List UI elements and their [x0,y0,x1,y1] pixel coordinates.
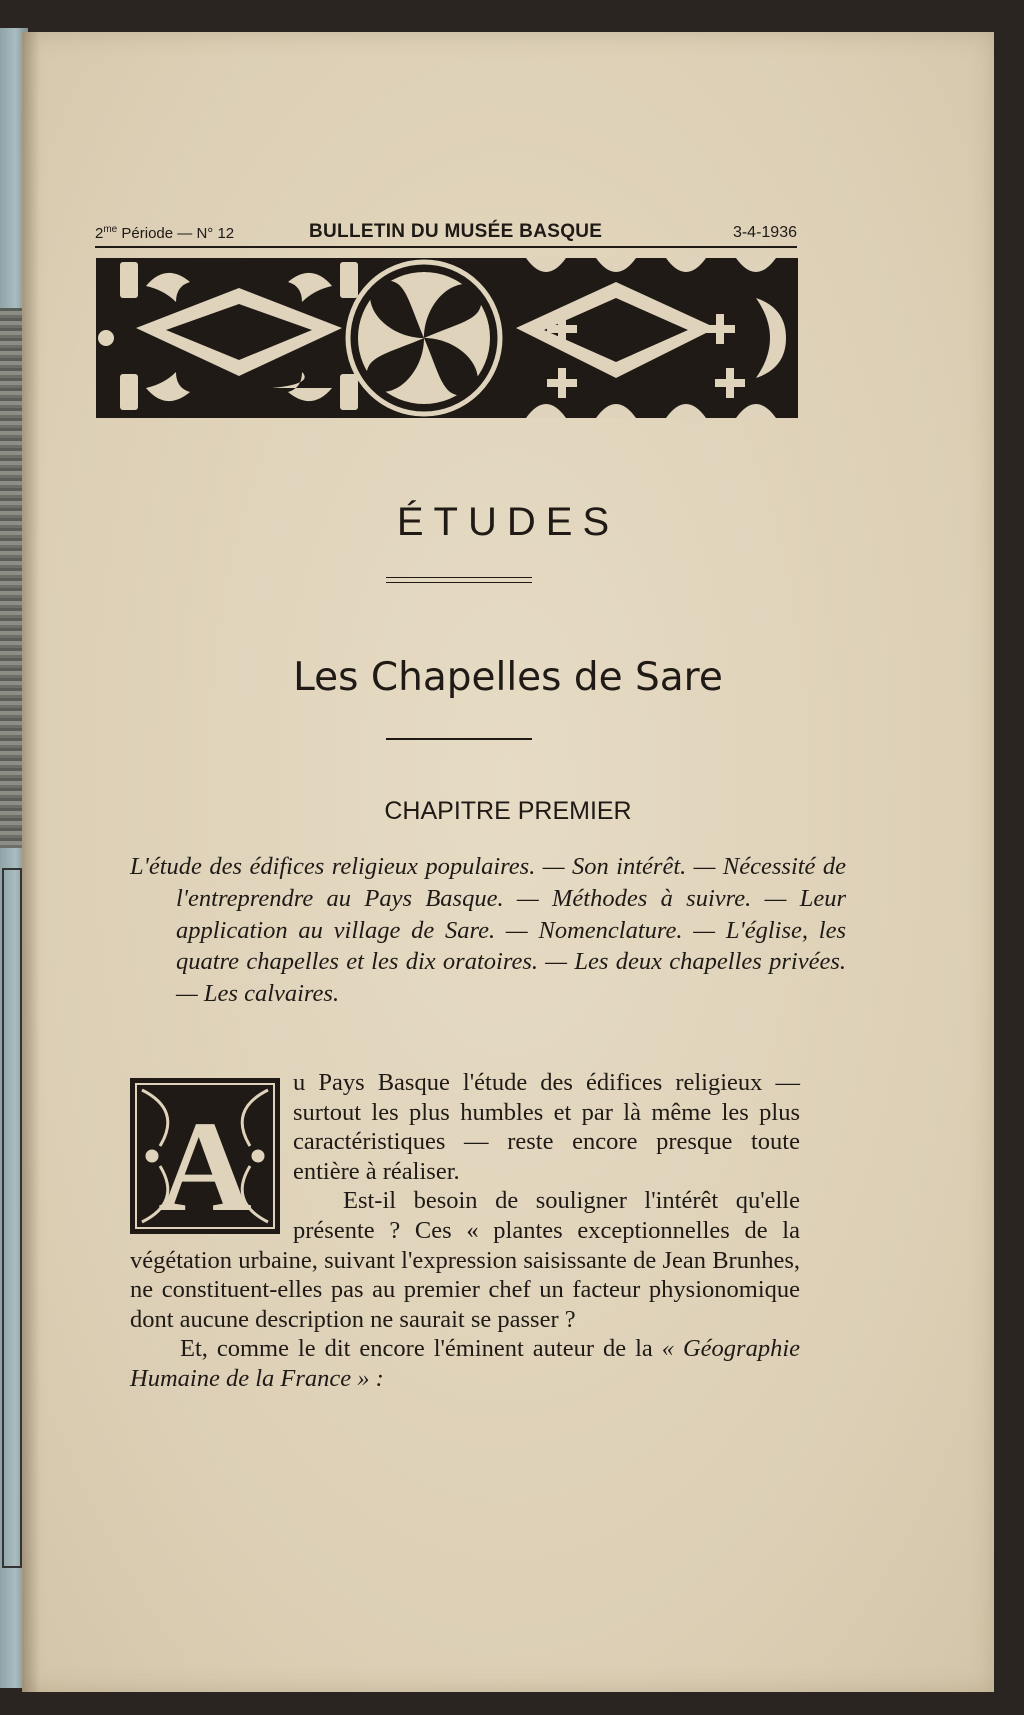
ornamental-dropcap [130,1078,280,1234]
paragraph-2: Est-il besoin de souligner l'intérêt qu'elle présente ? Ces « plantes exceptionnelles de la végétation urbaine, suivant l'expression saisissante de Jean Brunhes, ne constituent-elles pas au premier chef un facteur physionomique dont aucune description ne saurait se passer ? [130,1187,800,1333]
header-period-issue: Période — N° 12 [117,225,235,242]
article-title: Les Chapelles de Sare [293,655,723,700]
basque-ornament-banner [96,258,798,418]
double-rule-divider [386,577,532,583]
section-title: ÉTUDES [396,500,620,544]
header-date: 3-4-1936 [732,224,797,241]
header-period-number: 2 [95,225,104,242]
header-period [95,224,234,242]
paragraph-3 [130,1334,800,1393]
spine-shadow [22,32,40,1692]
adjacent-book-photo [0,308,24,848]
running-header [95,210,797,248]
lauburu-emblem [348,262,500,414]
paragraph-3-quote: « Géographie Humaine de la France » : [130,1335,801,1392]
header-period-suffix: me [103,224,118,235]
dropcap-letter: A [158,1095,252,1234]
paragraph-1: u Pays Basque l'étude des édifices religieux — surtout les plus humbles et par là même les plus caractéristiques — reste encore presque toute entière à réaliser. [293,1069,800,1185]
chapter-summary: L'étude des édifices religieux populaires. — Son intérêt. — Nécessité de l'entreprendre au Pays Basque. — Méthodes à suivre. — Leur application au village de Sare. — Nomenclature. — L'église, les quatre chapelles et les dix oratoires. — Les deux chapelles privées. — Les calvaires. [130,853,846,1008]
header-bulletin-title: BULLETIN DU MUSÉE BASQUE [309,221,603,242]
rule-divider [386,738,532,740]
adjacent-book-frame [2,868,22,1568]
paragraph-3-text: Et, comme le dit encore l'éminent auteur de la [180,1335,653,1363]
chapter-heading: CHAPITRE PREMIER [384,797,632,825]
